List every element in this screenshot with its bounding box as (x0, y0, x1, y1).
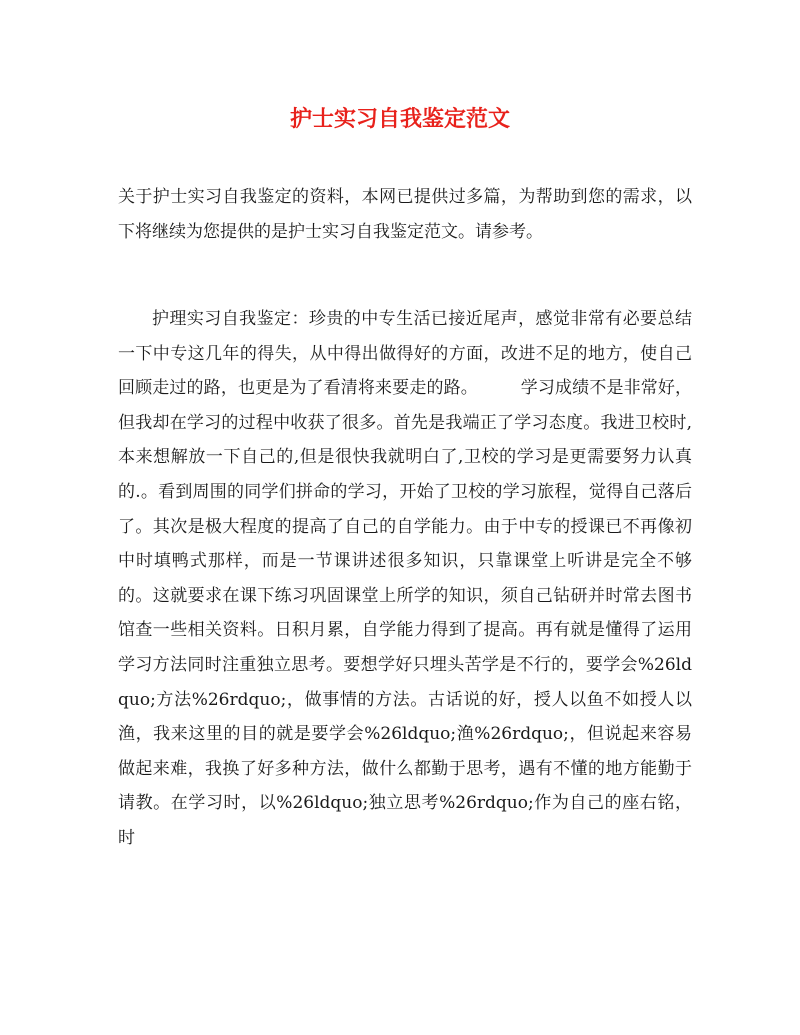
body-paragraph: 护理实习自我鉴定：珍贵的中专生活已接近尾声，感觉非常有必要总结一下中专这几年的得失，从中得出做得好的方面，改进不足的地方，使自己回顾走过的路，也更是为了看清将来要走的路。 学习成绩不是非常好，但我却在学习的过程中收获了很多。首先是我端正了学习态度。我进卫校时,本来想解放一下自己的,但是很快我就明白了,卫校的学习是更需要努力认真的.。看到周围的同学们拼命的学习，开始了卫校的学习旅程，觉得自己落后了。其次是极大程度的提高了自己的自学能力。由于中专的授课已不再像初中时填鸭式那样，而是一节课讲述很多知识，只靠课堂上听讲是完全不够的。这就要求在课下练习巩固课堂上所学的知识，须自己钻研并时常去图书馆查一些相关资料。日积月累，自学能力得到了提高。再有就是懂得了运用学习方法同时注重独立思考。要想学好只埋头苦学是不行的，要学会%26ldquo;方法%26rdquo;，做事情的方法。古话说的好，授人以鱼不如授人以渔，我来这里的目的就是要学会%26ldquo;渔%26rdquo;，但说起来容易做起来难，我换了好多种方法，做什么都勤于思考，遇有不懂的地方能勤于请教。在学习时，以%26ldquo;独立思考%26rdquo;作为自己的座右铭，时 (118, 309, 692, 848)
intro-paragraph: 关于护士实习自我鉴定的资料，本网已提供过多篇，为帮助到您的需求，以下将继续为您提供的是护士实习自我鉴定范文。请参考。 (118, 187, 692, 242)
document-title: 护士实习自我鉴定范文 (289, 106, 510, 132)
